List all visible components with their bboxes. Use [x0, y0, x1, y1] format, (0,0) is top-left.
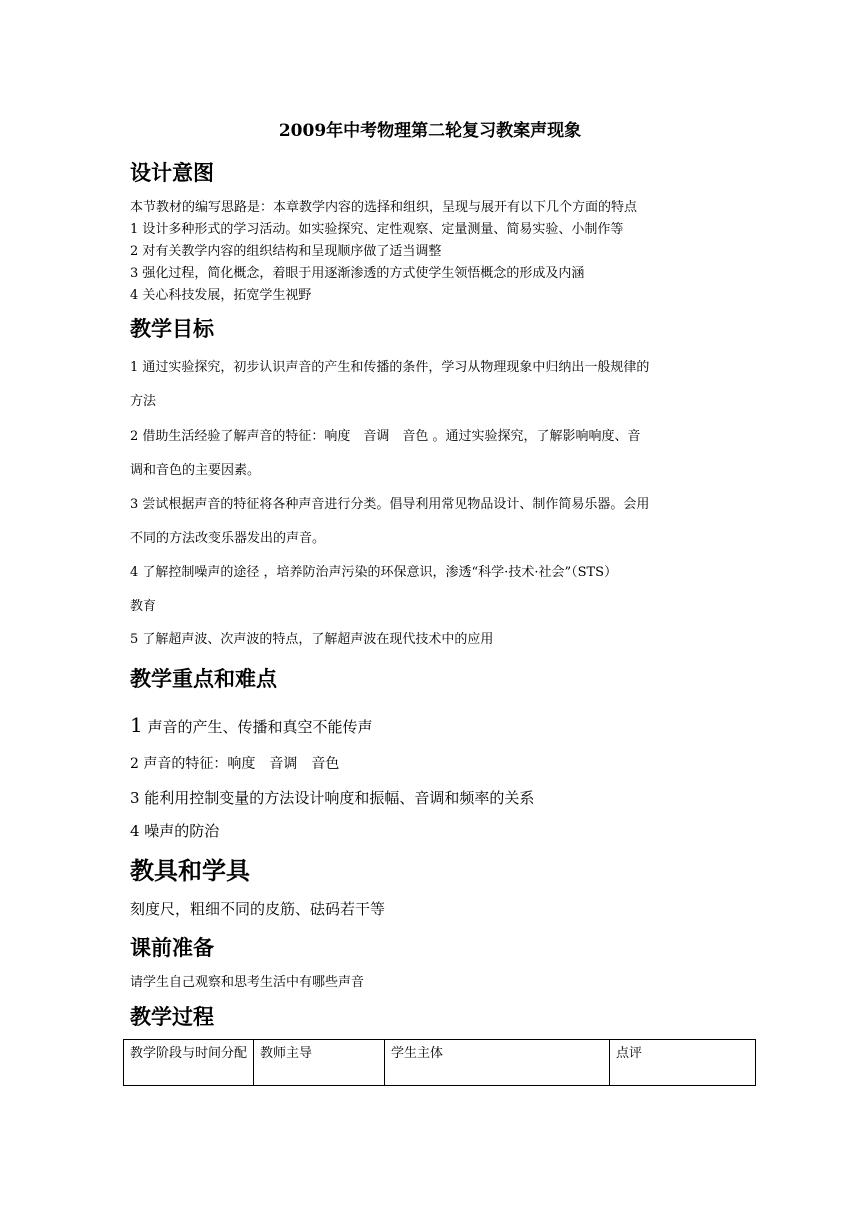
- design-line: 1 设计多种形式的学习活动。如实验探究、定性观察、定量测量、简易实验、小制作等: [130, 222, 624, 237]
- table-header-row: [124, 1040, 756, 1086]
- prep-heading: 课前准备: [130, 936, 214, 960]
- process-table: [123, 1039, 756, 1086]
- design-line: 本节教材的编写思路是：本章教学内容的选择和组织，呈现与展开有以下几个方面的特点: [130, 200, 638, 215]
- keypoints-item-1: [130, 713, 373, 739]
- process-heading: 教学过程: [130, 1005, 214, 1029]
- goals-line: 教育: [130, 599, 157, 614]
- tools-heading: 教具和学具: [130, 857, 250, 885]
- table-header-stage: 教学阶段与时间分配: [124, 1040, 254, 1086]
- goals-line: 4 了解控制噪声的途径 ，培养防治声污染的环保意识，渗透“科学·技术·社会”（STS）: [130, 565, 618, 580]
- goals-line: 3 尝试根据声音的特征将各种声音进行分类。倡导利用常见物品设计、制作简易乐器。会用: [130, 497, 650, 512]
- keypoints-item-1-text: 声音的产生、传播和真空不能传声: [142, 718, 373, 736]
- design-heading: 设计意图: [130, 161, 214, 185]
- goals-heading: 教学目标: [130, 317, 214, 341]
- goals-line: 1 通过实验探究，初步认识声音的产生和传播的条件，学习从物理现象中归纳出一般规律的: [130, 360, 650, 375]
- goals-line: 5 了解超声波、次声波的特点，了解超声波在现代技术中的应用: [130, 632, 494, 647]
- table-header-teacher: 教师主导: [254, 1040, 385, 1086]
- document-title: 2009年中考物理第二轮复习教案声现象: [278, 121, 582, 141]
- keypoints-line: 3 能利用控制变量的方法设计响度和振幅、音调和频率的关系: [130, 789, 535, 807]
- design-line: 3 强化过程，简化概念，着眼于用逐渐渗透的方式使学生领悟概念的形成及内涵: [130, 266, 585, 281]
- goals-line: 不同的方法改变乐器发出的声音。: [130, 531, 326, 546]
- prep-text: 请学生自己观察和思考生活中有哪些声音: [130, 975, 365, 990]
- goals-line: 方法: [130, 394, 157, 409]
- goals-line: 2 借助生活经验了解声音的特征：响度 音调 音色 。通过实验探究，了解影响响度、音: [130, 429, 641, 444]
- tools-text: 刻度尺，粗细不同的皮筋、砝码若干等: [130, 900, 386, 918]
- keypoints-line: 4 噪声的防治: [130, 822, 220, 840]
- goals-line: 调和音色的主要因素。: [130, 463, 261, 478]
- design-line: 4 关心科技发展，拓宽学生视野: [130, 288, 312, 303]
- keypoints-heading: 教学重点和难点: [130, 667, 277, 691]
- design-line: 2 对有关教学内容的组织结构和呈现顺序做了适当调整: [130, 244, 442, 259]
- table-header-comment: 点评: [610, 1040, 756, 1086]
- keypoints-item-1-number: 1: [130, 713, 143, 737]
- table-header-student: 学生主体: [385, 1040, 610, 1086]
- keypoints-line: 2 声音的特征：响度 音调 音色: [130, 756, 340, 772]
